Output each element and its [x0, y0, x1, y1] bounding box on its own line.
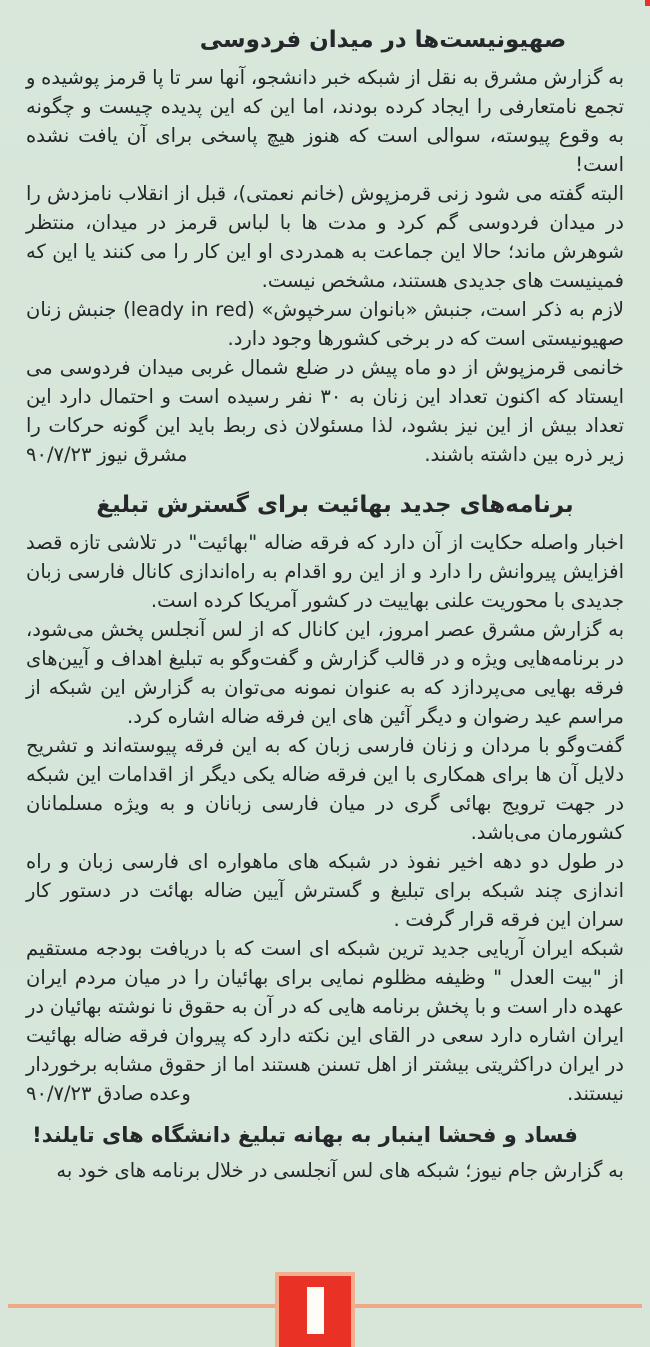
article-paragraph: به گزارش جام نیوز؛ شبکه های لس آنجلسی در خلال برنامه های خود به	[56, 1159, 624, 1183]
article-paragraph: البته گفته می شود زنی قرمزپوش (خانم نعمتی)، قبل از انقلاب نامزدش را در میدان فردوسی گم کرد و مدت ها با لباس قرمز در میدان، منتظر شوهرش ماند؛ حالا این جماعت به همدردی او این کار را می کنند یا این که فمینیست های جدیدی هستند، مشخص نیست.	[26, 181, 624, 292]
article-paragraph	[26, 934, 624, 1108]
page-number-box	[275, 1272, 355, 1347]
article-title: فساد و فحشا اینبار به بهانه تبلیغ دانشگاه های تایلند!	[32, 1122, 578, 1147]
article-paragraph: در طول دو دهه اخیر نفوذ در شبکه های ماهواره ای فارسی زبان و راه اندازی چند شبکه برای تبلیغ و گسترش آیین ضاله بهائت در دستور کار سران این فرقه قرار گرفت .	[26, 849, 624, 931]
page-number	[307, 1287, 324, 1334]
article-paragraph: به گزارش مشرق به نقل از شبکه خبر دانشجو، آنها سر تا پا قرمز پوشیده و تجمع نامتعارفی را ایجاد کرده بودند، اما این که این پدیده چیست و چگونه به وقوع پیوسته، سوالی است که هنوز هیچ پاسخی برای آن یافت نشده است!	[26, 65, 624, 176]
article-paragraph: اخبار واصله حکایت از آن دارد که فرقه ضاله "بهائیت" در تلاشی تازه قصد افزایش پیروانش را دارد و از این رو اقدام به راه‌اندازی کانال فارسی زبان جدیدی با محوریت علنی بهاییت در کشور آمریکا کرده است.	[26, 530, 624, 612]
source-attribution: وعده صادق ۹۰/۷/۲۳	[26, 1081, 191, 1105]
paragraph-text: خانمی قرمزپوش از دو ماه پیش در ضلع شمال غربی میدان فردوسی می ایستاد که اکنون تعداد این زنان به ۳۰ نفر رسیده است و احتمال دارد این تعداد بیش از این نیز بشود، لذا مسئولان ذی ربط باید این گونه حرکات را زیر ذره بین داشته باشند.	[26, 355, 624, 466]
source-attribution: مشرق نیوز ۹۰/۷/۲۳	[26, 442, 188, 466]
article-paragraph: به گزارش مشرق عصر امروز، این کانال که از لس آنجلس پخش می‌شود، در برنامه‌هایی ویژه و در قالب گزارش و گفت‌وگو به تبلیغ اهداف و آیین‌های فرقه بهایی می‌پردازد که به عنوان نمونه می‌توان به گزارش این شبکه از مراسم عید رضوان و دیگر آئین های این فرقه ضاله اشاره کرد.	[26, 617, 624, 728]
paragraph-text: شبکه ایران آریایی جدید ترین شبکه ای است که با دریافت بودجه مستقیم از "بیت العدل " وظیفه مظلوم نمایی برای بهائیان را در میان مردم ایران عهده دار است و با پخش برنامه هایی که در آن به حقوق نا نوشته بهائیان در ایران اشاره دارد سعی در القای این نکته دارد که پیروان فرقه ضاله بهائیت در ایران دراکثریتی بیشتر از اهل تسنن هستند اما از حقوق مشابه برخوردار نیستند.	[26, 936, 624, 1105]
article-thailand-universities	[26, 1122, 624, 1185]
red-corner-mark	[645, 0, 650, 6]
article-paragraph: گفت‌وگو با مردان و زنان فارسی زبان که به این فرقه پیوسته‌اند و تشریح دلایل آن ها برای همکاری با این فرقه ضاله یکی دیگر از اقدامات این شبکه در جهت ترویج بهائی گری در میان فارسی زبانان و به ویژه مسلمانان کشورمان می‌باشد.	[26, 733, 624, 844]
article-title: برنامه‌های جدید بهائیت برای گسترش تبلیغ	[96, 491, 574, 518]
article-zionists-ferdowsi-square	[26, 26, 624, 469]
article-title: صهیونیست‌ها در میدان فردوسی	[199, 27, 567, 53]
article-paragraph: لازم به ذکر است، جنبش «بانوان سرخپوش» (leady in red) جنبش زنان صهیونیستی است که در برخی کشورها وجود دارد.	[26, 297, 625, 350]
article-bahai-broadcast-plans	[26, 491, 624, 1108]
article-paragraph	[26, 353, 624, 469]
